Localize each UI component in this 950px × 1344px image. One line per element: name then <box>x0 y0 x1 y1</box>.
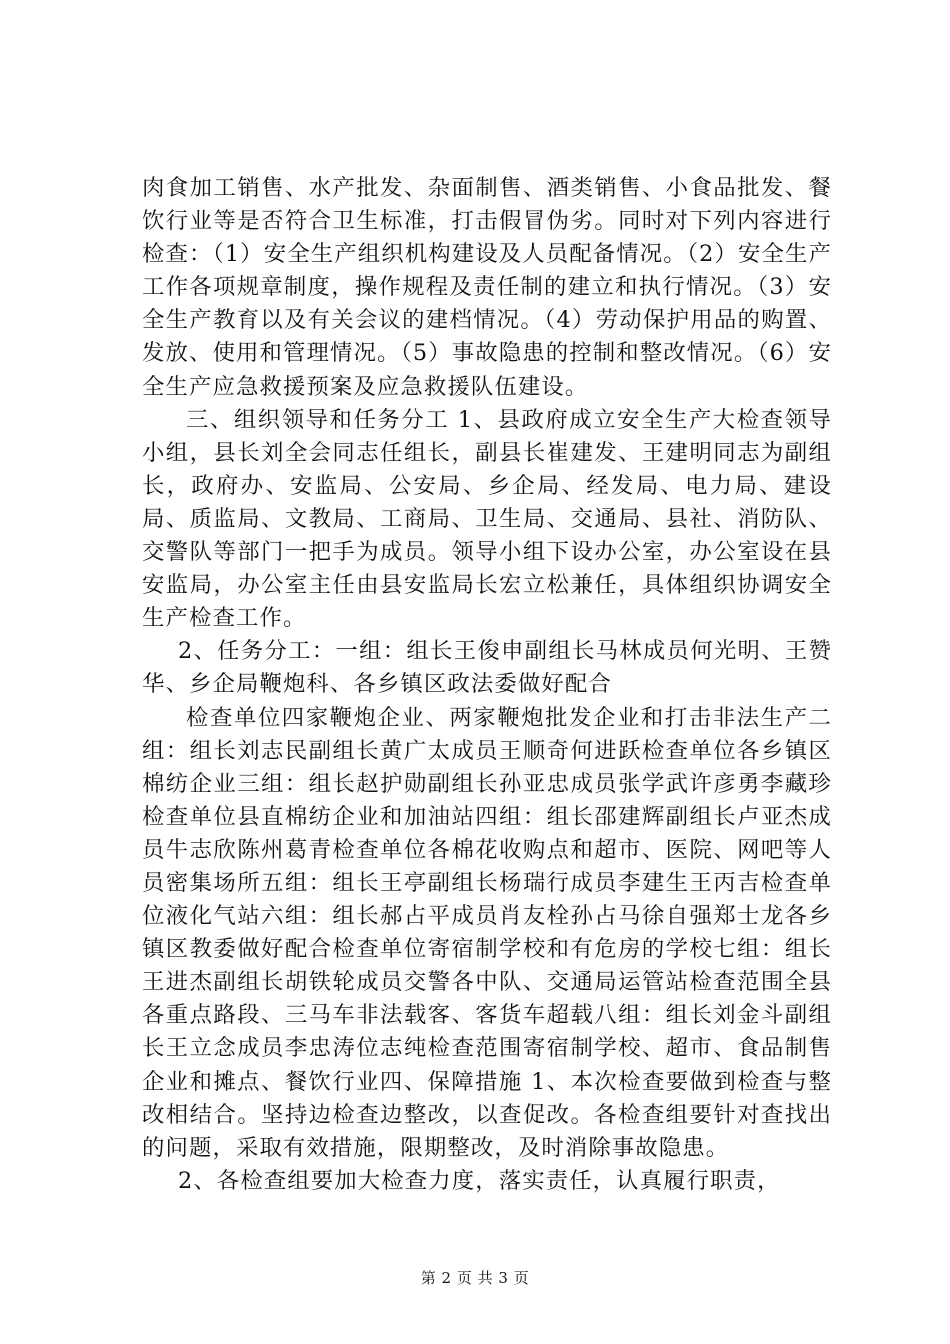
document-body <box>142 172 832 1198</box>
page-number-footer: 第 2 页 共 3 页 <box>420 1269 530 1287</box>
paragraph-inspection-items: 肉食加工销售、水产批发、杂面制售、酒类销售、小食品批发、餐饮行业等是否符合卫生标准，打击假冒伪劣。同时对下列内容进行检查：（1）安全生产组织机构建设及人员配备情况。（2）安全生产工作各项规章制度，操作规程及责任制的建立和执行情况。（3）安全生产教育以及有关会议的建档情况。（4）劳动保护用品的购置、发放、使用和管理情况。（5）事故隐患的控制和整改情况。（6）安全生产应急救援预案及应急救援队伍建设。 <box>142 175 832 400</box>
paragraph-inspection-strength: 2、各检查组要加大检查力度，落实责任，认真履行职责， <box>178 1167 781 1194</box>
paragraph-organization-leadership: 三、组织领导和任务分工 1、县政府成立安全生产大检查领导小组，县长刘全会同志任组长，副县长崔建发、王建明同志为副组长，政府办、安监局、公安局、乡企局、经发局、电力局、建设局、质监局、文教局、工商局、卫生局、交通局、县社、消防队、交警队等部门一把手为成员。领导小组下设办公室，办公室设在县安监局，办公室主任由县安监局长宏立松兼任，具体组织协调安全生产检查工作。 <box>142 406 832 632</box>
paragraph-task-division: 2、任务分工：一组：组长王俊申副组长马林成员何光明、王赞华、乡企局鞭炮科、各乡镇区政法委做好配合 <box>142 638 832 698</box>
paragraph-inspection-groups: 检查单位四家鞭炮企业、两家鞭炮批发企业和打击非法生产二组：组长刘志民副组长黄广太成员王顺奇何进跃检查单位各乡镇区棉纺企业三组：组长赵护勋副组长孙亚忠成员张学武许彦勇李藏珍检查单位县直棉纺企业和加油站四组：组长邵建辉副组长卢亚杰成员牛志欣陈州葛青检查单位各棉花收购点和超市、医院、网吧等人员密集场所五组：组长王亭副组长杨瑞行成员李建生王丙吉检查单位液化气站六组：组长郝占平成员肖友栓孙占马徐自强郑士龙各乡镇区教委做好配合检查单位寄宿制学校和有危房的学校七组：组长王进杰副组长胡铁轮成员交警各中队、交通局运管站检查范围全县各重点路段、三马车非法载客、客货车超载八组：组长刘金斗副组长王立念成员李忠涛位志纯检查范围寄宿制学校、超市、食品制售企业和摊点、餐饮行业四、保障措施 1、本次检查要做到检查与整改相结合。坚持边检查边整改，以查促改。各检查组要针对查找出的问题，采取有效措施，限期整改，及时消除事故隐患。 <box>142 704 832 1161</box>
